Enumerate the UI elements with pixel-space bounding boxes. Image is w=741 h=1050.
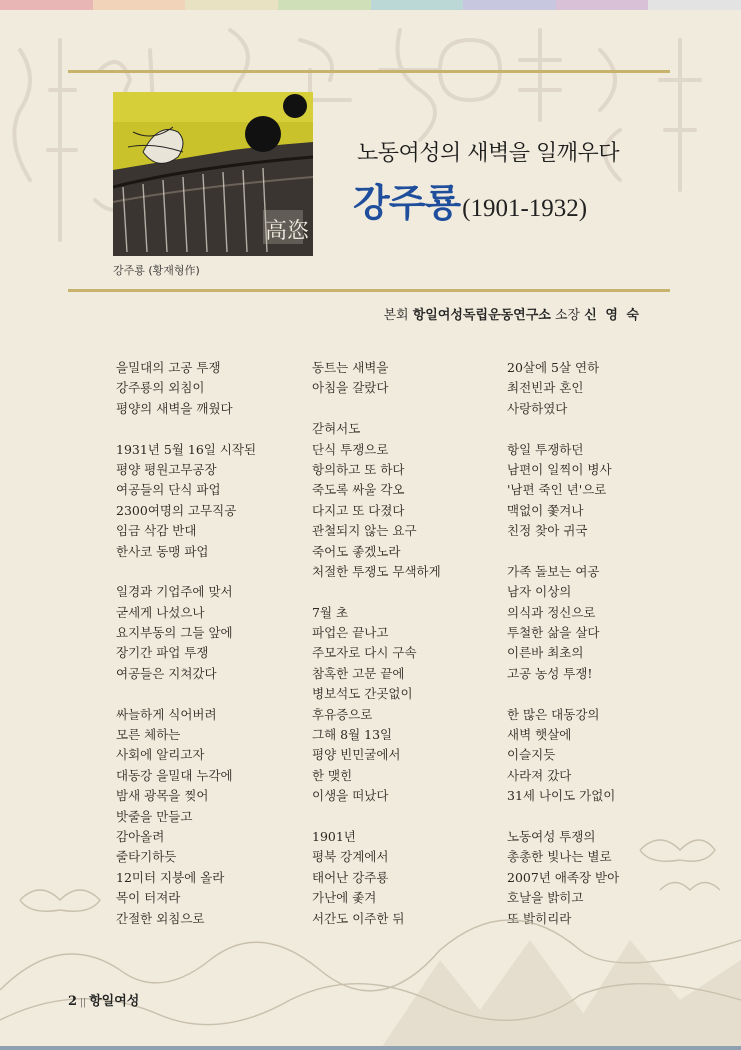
- poem-line: 모른 체하는: [116, 727, 181, 743]
- poem-line: 사랑하였다: [507, 400, 568, 416]
- title-years: (1901-1932): [462, 195, 588, 222]
- poem-line: 여공들은 지쳐갔다: [116, 665, 217, 681]
- poem-line: 단식 투쟁으로: [312, 441, 389, 457]
- poem-line: 12미터 지붕에 올라: [116, 869, 225, 885]
- poem-line: 죽어도 좋겠노라: [312, 543, 401, 559]
- poem-line: 죽도록 싸울 각오: [312, 482, 405, 498]
- poem-line: 1901년: [312, 828, 356, 844]
- poem-line: 2300여명의 고무직공: [116, 502, 237, 518]
- poem-line: 한 많은 대동강의: [507, 706, 600, 722]
- poem-line: 항일 투쟁하던: [507, 441, 584, 457]
- byline-prefix: 본회: [383, 308, 409, 323]
- poem-line: 맥없이 쫓겨나: [507, 502, 584, 518]
- stanza-break: [507, 419, 687, 439]
- poem-line: 을밀대의 고공 투쟁: [116, 360, 221, 375]
- poem-line: 주모자로 다시 구속: [312, 645, 417, 661]
- poem-line: 2007년 애족장 받아: [507, 869, 620, 885]
- poem-line: 다지고 또 다졌다: [312, 502, 405, 518]
- poem-line: 남편이 일찍이 병사: [507, 461, 612, 477]
- poem-line: 친정 찾아 귀국: [507, 523, 588, 539]
- stanza-break: [116, 562, 296, 582]
- poem-line: 총총한 빛나는 별로: [507, 849, 612, 865]
- poem-line: 요지부동의 그들 앞에: [116, 625, 233, 641]
- top-gold-rule: [68, 70, 670, 73]
- poem-line: 감아올려: [116, 828, 165, 844]
- publication-name: 항일여성: [89, 994, 140, 1009]
- poem-line: 한 맺힌: [312, 767, 353, 783]
- poem-line: 줄타기하듯: [116, 849, 177, 865]
- stanza-break: [116, 419, 296, 439]
- poem-line: 항의하고 또 하다: [312, 461, 405, 477]
- artwork-painting: [113, 92, 313, 256]
- footer-separator: ||: [80, 998, 87, 1008]
- poem-line: 이른바 최초의: [507, 645, 584, 661]
- poem-line: 처절한 투쟁도 무색하게: [312, 563, 441, 579]
- poem-line: 호날을 밝히고: [507, 890, 584, 906]
- poem-line: 평양 평원고무공장: [116, 461, 217, 477]
- poem-line: 평북 강계에서: [312, 849, 389, 865]
- poem-line: 파업은 끝나고: [312, 625, 389, 641]
- poem-line: 평양의 새벽을 깨웠다: [116, 400, 233, 416]
- poem-line: 갇혀서도: [312, 421, 361, 437]
- byline-author: 신 영 숙: [584, 308, 641, 323]
- poem-line: 관철되지 않는 요구: [312, 523, 417, 539]
- poem-line: 병보석도 간곳없이: [312, 686, 413, 702]
- poem-line: 31세 나이도 가없이: [507, 788, 616, 804]
- poem-line: 태어난 강주룡: [312, 869, 389, 885]
- poem-line: 장기간 파업 투쟁: [116, 645, 209, 661]
- poem-line: 밧줄을 만들고: [116, 808, 193, 824]
- poem-line: 대동강 을밀대 누각에: [116, 767, 233, 783]
- byline-role: 소장: [555, 308, 581, 323]
- artwork-image: [113, 92, 313, 256]
- artwork-caption: 강주룡 (황재형作): [113, 264, 200, 277]
- poem-line: 7월 초: [312, 604, 349, 620]
- poem-line: 일경과 기업주에 맞서: [116, 584, 233, 600]
- poem-line: 새벽 햇살에: [507, 727, 572, 743]
- poem-line: 후유증으로: [312, 706, 373, 722]
- page-number: 2: [68, 994, 78, 1009]
- poem-line: 서간도 이주한 뒤: [312, 910, 405, 926]
- poem-line: 투철한 삶을 살다: [507, 625, 600, 641]
- poem-line: 한사코 동맹 파업: [116, 543, 209, 559]
- poem-line: 굳세게 나섰으나: [116, 604, 205, 620]
- poem-line: 참혹한 고문 끝에: [312, 665, 405, 681]
- stanza-break: [312, 399, 492, 419]
- svg-text:高恣: 高恣: [265, 219, 310, 244]
- poem-line: 그해 8월 13일: [312, 727, 393, 743]
- poem-line: 20살에 5살 연하: [507, 360, 600, 375]
- stanza-break: [116, 684, 296, 704]
- poem-line: 여공들의 단식 파업: [116, 482, 221, 498]
- poem-line: 싸늘하게 식어버려: [116, 706, 217, 722]
- poem-line: 노동여성 투쟁의: [507, 828, 596, 844]
- stanza-break: [507, 542, 687, 562]
- top-color-band: [0, 0, 741, 10]
- poem-line: 이슬지듯: [507, 747, 556, 763]
- poem-line: '남편 죽인 년'으로: [507, 482, 607, 498]
- author-byline: [383, 304, 641, 323]
- poem-line: 목이 터져라: [116, 890, 181, 906]
- poem-line: 임금 삭감 반대: [116, 523, 197, 539]
- page-footer: [68, 990, 139, 1009]
- poem-line: 사라져 갔다: [507, 767, 572, 783]
- poem-line: 밤새 광목을 찢어: [116, 788, 209, 804]
- mountain-landscape-decoration: [0, 790, 741, 1050]
- poem-line: 의식과 정신으로: [507, 604, 596, 620]
- poem-line: 아침을 갈랐다: [312, 380, 389, 396]
- stanza-break: [312, 582, 492, 602]
- article-subtitle: 노동여성의 새벽을 일깨우다: [357, 141, 620, 166]
- poem-line: 남자 이상의: [507, 584, 572, 600]
- poem-line: 고공 농성 투쟁!: [507, 665, 593, 681]
- poem-line: 사회에 알리고자: [116, 747, 205, 763]
- poem-line: 1931년 5월 16일 시작된: [116, 441, 257, 457]
- stanza-break: [507, 684, 687, 704]
- poem-line: 가난에 좇겨: [312, 890, 377, 906]
- poem-line: 이생을 떠났다: [312, 788, 389, 804]
- poem-line: 평양 빈민굴에서: [312, 747, 401, 763]
- article-title: [353, 172, 587, 227]
- poem-line: 강주룡의 외침이: [116, 380, 205, 396]
- bottom-gold-rule: [68, 289, 670, 292]
- poem-line: 간절한 외침으로: [116, 910, 205, 926]
- byline-organization: 항일여성독립운동연구소: [412, 308, 551, 323]
- poem-line: 가족 돌보는 여공: [507, 563, 600, 579]
- title-name: 강주룡: [353, 181, 461, 225]
- poem-line: 또 밝히리라: [507, 910, 572, 926]
- bottom-color-band: [0, 1046, 741, 1050]
- poem-line: 최전빈과 혼인: [507, 380, 584, 396]
- poem-line: 동트는 새벽을: [312, 360, 389, 375]
